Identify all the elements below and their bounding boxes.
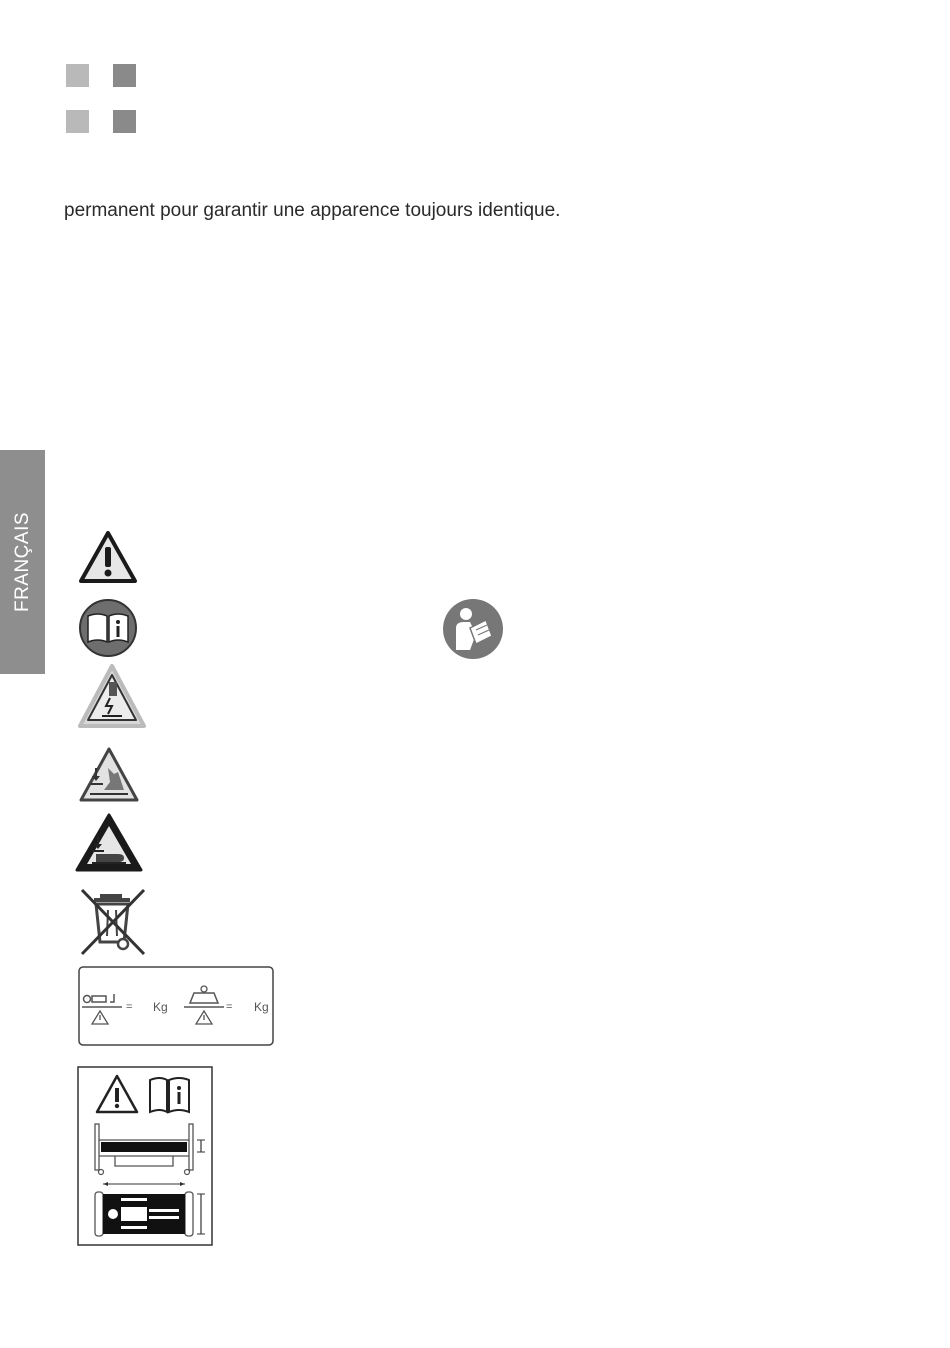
kg-unit-left: Kg: [153, 1000, 168, 1014]
electric-hazard-icon: [78, 664, 146, 730]
language-tab: [0, 450, 45, 674]
decor-square: [66, 64, 89, 87]
weight-capacity-label: [78, 966, 274, 1046]
manual-info-icon: [78, 598, 138, 658]
equals-sign: =: [126, 1001, 133, 1013]
mattress-dimensions-label: [77, 1066, 213, 1246]
language-tab-label: FRANÇAIS: [11, 511, 33, 613]
hand-crush-icon: [74, 812, 144, 874]
decor-square: [113, 110, 136, 133]
warning-triangle-icon: [78, 530, 138, 584]
decor-square: [66, 110, 89, 133]
kg-unit-right: Kg: [254, 1000, 269, 1014]
weee-disposal-icon: [78, 886, 150, 956]
body-paragraph: permanent pour garantir une apparence toujours identique.: [64, 200, 561, 221]
decor-square: [113, 64, 136, 87]
equals-sign-2: =: [226, 1001, 233, 1013]
consult-instructions-icon: [442, 598, 504, 660]
crush-hazard-icon: [78, 746, 140, 804]
